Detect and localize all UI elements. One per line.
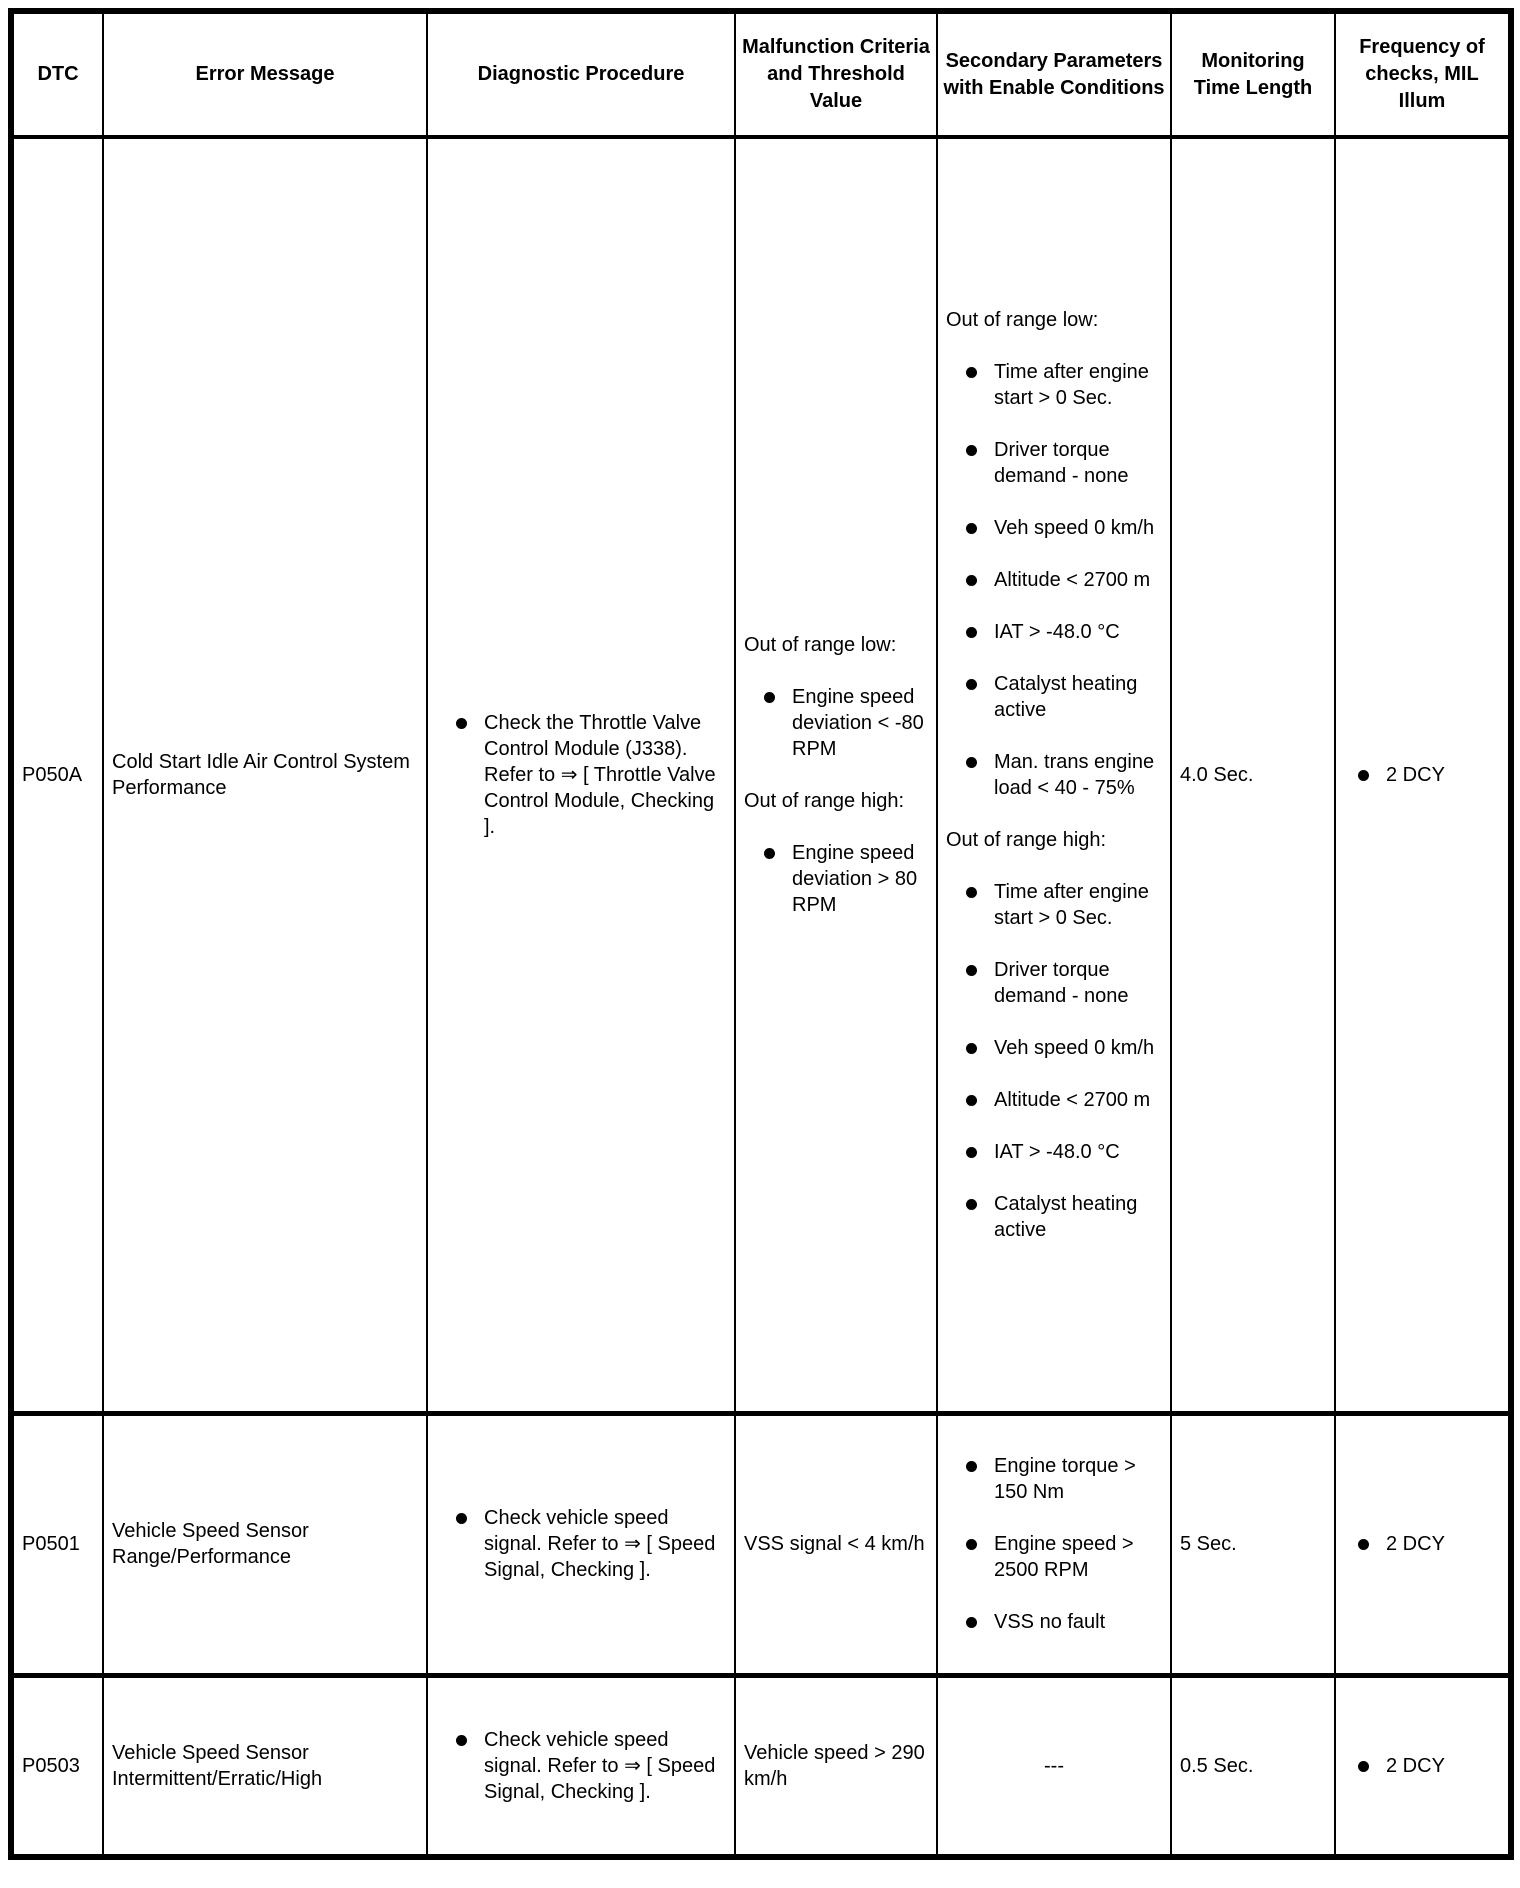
bullet-text: Altitude < 2700 m — [994, 1088, 1151, 1111]
bullet-icon — [966, 1539, 977, 1550]
error-message-cell — [103, 1675, 427, 1857]
bullet-text: Altitude < 2700 m — [994, 568, 1151, 591]
secondary-parameters-cell — [937, 1413, 1171, 1675]
bullet-icon — [966, 1147, 977, 1158]
diagnostic-procedure-cell — [427, 1413, 735, 1675]
bullet-text: Catalyst heating active — [994, 672, 1138, 721]
secondary-parameters-cell — [937, 1675, 1171, 1857]
bullet-icon — [966, 445, 977, 456]
bullet-text: Engine speed > 2500 RPM — [994, 1533, 1134, 1581]
bullet-icon — [966, 627, 977, 638]
bullet-item — [744, 684, 928, 762]
error-message-cell — [103, 1413, 427, 1675]
bullet-text: Check vehicle speed signal. Refer to ⇒ [ Speed Signal, Checking ]. — [484, 1507, 716, 1581]
bullet-text: Engine torque > 150 Nm — [994, 1455, 1136, 1503]
header-malfunction-criteria: Malfunction Criteria and Threshold Value — [735, 11, 937, 137]
monitoring-time-cell — [1171, 1413, 1335, 1675]
bullet-text: Time after engine start > 0 Sec. — [994, 360, 1149, 409]
cell-text: VSS signal < 4 km/h — [744, 1533, 925, 1555]
cell-content-list — [946, 1453, 1162, 1635]
bullet-item — [1344, 1531, 1500, 1557]
cell-text: 0.5 Sec. — [1180, 1754, 1254, 1777]
cell-content-list — [946, 307, 1162, 1243]
cell-text: Vehicle Speed Sensor Range/Performance — [112, 1520, 309, 1568]
bullet-icon — [966, 887, 977, 898]
bullet-text: Veh speed 0 km/h — [994, 516, 1155, 539]
diagnostic-procedure-cell — [427, 137, 735, 1413]
cell-text: Cold Start Idle Air Control System Performance — [112, 750, 410, 799]
cell-text: Out of range low: — [946, 308, 1099, 331]
bullet-text: VSS no fault — [994, 1611, 1106, 1633]
bullet-text: Check the Throttle Valve Control Module (J338). Refer to ⇒ [ Throttle Valve Control Module, Checking ]. — [484, 711, 716, 838]
dtc-cell — [11, 137, 103, 1413]
dtc-cell — [11, 1413, 103, 1675]
bullet-icon — [966, 1461, 977, 1472]
frequency-cell — [1335, 1413, 1511, 1675]
bullet-icon — [1358, 1539, 1369, 1550]
header-diagnostic-procedure: Diagnostic Procedure — [427, 11, 735, 137]
bullet-icon — [966, 575, 977, 586]
bullet-item — [946, 671, 1162, 723]
bullet-text: Veh speed 0 km/h — [994, 1036, 1155, 1059]
monitoring-time-cell — [1171, 137, 1335, 1413]
frequency-cell — [1335, 1675, 1511, 1857]
cell-content-list — [436, 1727, 726, 1805]
cell-text: Vehicle Speed Sensor Intermittent/Erratic/High — [112, 1741, 323, 1790]
bullet-text: IAT > -48.0 °C — [994, 1140, 1120, 1163]
table-row — [11, 1675, 1511, 1857]
diagnostic-procedure-cell — [427, 1675, 735, 1857]
cell-content-list — [946, 1753, 1162, 1779]
table-row — [11, 137, 1511, 1413]
bullet-item — [946, 1531, 1162, 1583]
bullet-icon — [966, 757, 977, 768]
cell-content-list — [1344, 1753, 1500, 1779]
dtc-table — [8, 8, 1514, 1860]
secondary-parameters-cell — [937, 137, 1171, 1413]
bullet-icon — [966, 1199, 977, 1210]
bullet-text: 2 DCY — [1386, 1754, 1445, 1777]
bullet-item — [946, 515, 1162, 541]
malfunction-criteria-cell — [735, 1675, 937, 1857]
cell-content-list — [436, 710, 726, 840]
cell-text: P050A — [22, 763, 83, 786]
bullet-text: Engine speed deviation < -80 RPM — [792, 685, 924, 760]
bullet-item — [946, 567, 1162, 593]
bullet-item — [946, 1191, 1162, 1243]
bullet-item — [436, 1727, 726, 1805]
bullet-item — [946, 1139, 1162, 1165]
header-secondary-parameters: Secondary Parameters with Enable Conditions — [937, 11, 1171, 137]
cell-text: P0503 — [22, 1754, 80, 1777]
bullet-item — [946, 1087, 1162, 1113]
bullet-icon — [764, 692, 775, 703]
bullet-icon — [966, 367, 977, 378]
table-row — [11, 1413, 1511, 1675]
cell-content-list — [744, 1531, 928, 1557]
dtc-cell — [11, 1675, 103, 1857]
bullet-item — [946, 749, 1162, 801]
bullet-item — [946, 879, 1162, 931]
bullet-icon — [966, 1043, 977, 1054]
header-monitoring-time: Monitoring Time Length — [1171, 11, 1335, 137]
bullet-icon — [966, 1095, 977, 1106]
bullet-item — [946, 359, 1162, 411]
bullet-icon — [764, 848, 775, 859]
header-dtc: DTC — [11, 11, 103, 137]
header-error-message: Error Message — [103, 11, 427, 137]
bullet-icon — [1358, 770, 1369, 781]
bullet-icon — [966, 679, 977, 690]
bullet-item — [436, 710, 726, 840]
dtc-table-body — [11, 137, 1511, 1857]
error-message-cell — [103, 137, 427, 1413]
bullet-icon — [456, 1735, 467, 1746]
malfunction-criteria-cell — [735, 137, 937, 1413]
bullet-icon — [966, 965, 977, 976]
bullet-item — [744, 840, 928, 918]
cell-content-list — [1344, 762, 1500, 788]
bullet-text: 2 DCY — [1386, 763, 1445, 786]
frequency-cell — [1335, 137, 1511, 1413]
bullet-item — [946, 957, 1162, 1009]
bullet-item — [946, 1609, 1162, 1635]
bullet-text: Catalyst heating active — [994, 1192, 1138, 1241]
bullet-text: IAT > -48.0 °C — [994, 620, 1120, 643]
bullet-text: Driver torque demand - none — [994, 438, 1129, 487]
header-frequency: Frequency of checks, MIL Illum — [1335, 11, 1511, 137]
bullet-text: 2 DCY — [1386, 1533, 1445, 1555]
bullet-item — [946, 437, 1162, 489]
bullet-item — [436, 1505, 726, 1583]
monitoring-time-cell — [1171, 1675, 1335, 1857]
cell-text: Out of range low: — [744, 633, 897, 656]
bullet-item — [1344, 1753, 1500, 1779]
bullet-item — [1344, 762, 1500, 788]
cell-text: P0501 — [22, 1533, 80, 1555]
cell-text: Out of range high: — [946, 828, 1107, 851]
cell-text: 5 Sec. — [1180, 1533, 1237, 1555]
cell-text: 4.0 Sec. — [1180, 763, 1254, 786]
bullet-icon — [456, 718, 467, 729]
bullet-text: Driver torque demand - none — [994, 958, 1129, 1007]
bullet-text: Engine speed deviation > 80 RPM — [792, 841, 918, 916]
bullet-icon — [966, 523, 977, 534]
cell-content-list — [744, 1740, 928, 1792]
cell-content-list — [1344, 1531, 1500, 1557]
bullet-icon — [966, 1617, 977, 1628]
cell-text: Vehicle speed > 290 km/h — [744, 1741, 925, 1790]
cell-text: Out of range high: — [744, 789, 905, 812]
bullet-text: Man. trans engine load < 40 - 75% — [994, 750, 1155, 799]
malfunction-criteria-cell — [735, 1413, 937, 1675]
bullet-item — [946, 619, 1162, 645]
cell-content-list — [436, 1505, 726, 1583]
bullet-text: Time after engine start > 0 Sec. — [994, 880, 1149, 929]
bullet-item — [946, 1453, 1162, 1505]
bullet-icon — [456, 1513, 467, 1524]
bullet-item — [946, 1035, 1162, 1061]
cell-text: --- — [1044, 1754, 1064, 1777]
header-row — [11, 11, 1511, 137]
bullet-text: Check vehicle speed signal. Refer to ⇒ [ Speed Signal, Checking ]. — [484, 1728, 716, 1803]
bullet-icon — [1358, 1761, 1369, 1772]
cell-content-list — [744, 632, 928, 918]
